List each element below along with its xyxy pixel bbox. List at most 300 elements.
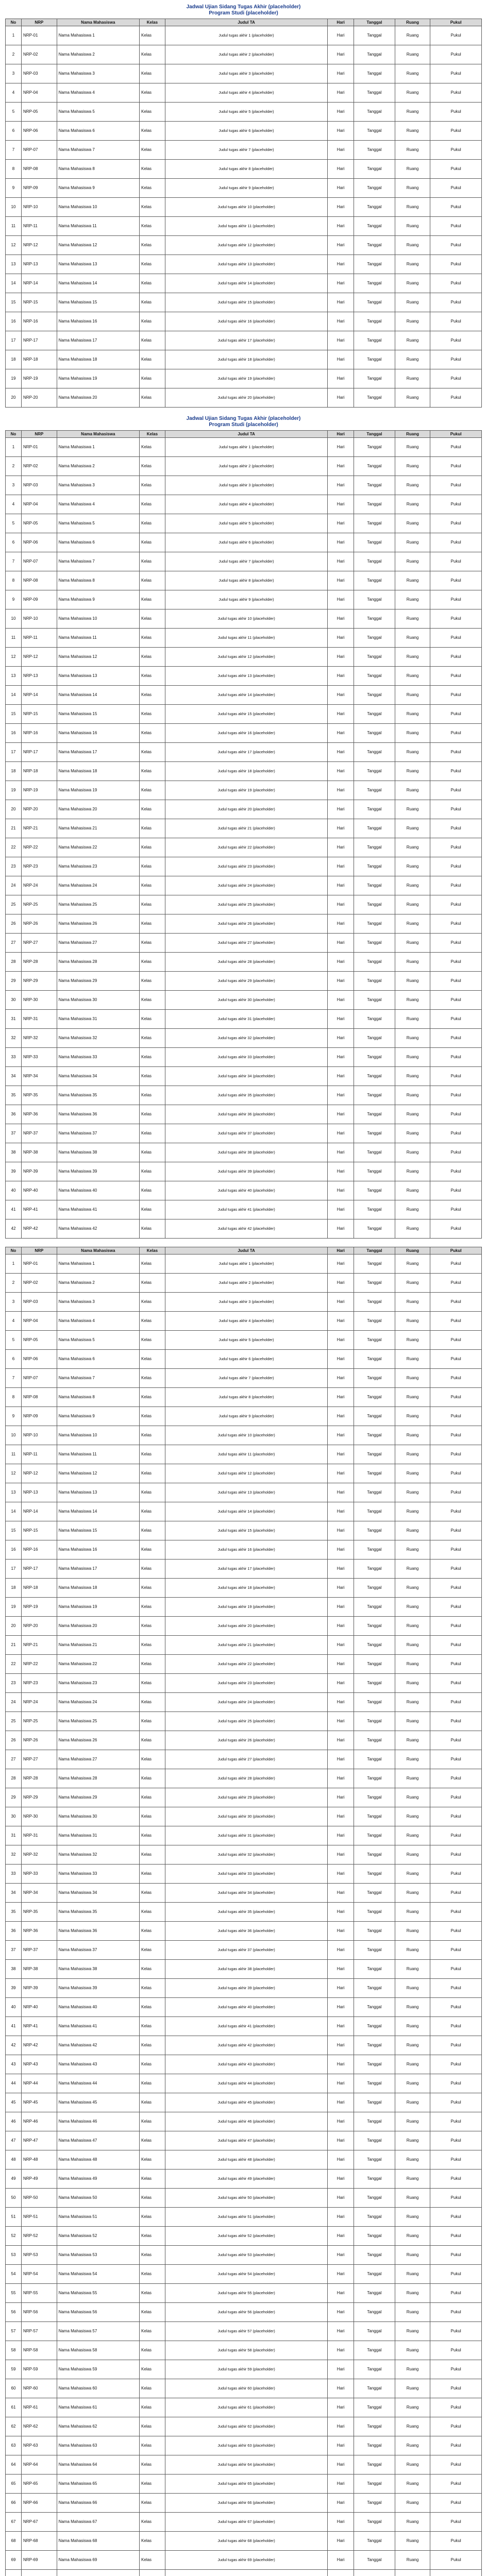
thesis-title-cell: Judul tugas akhir 49 (placeholder) xyxy=(165,2170,327,2189)
thesis-title-cell: Judul tugas akhir 14 (placeholder) xyxy=(165,686,327,705)
date-cell: Tanggal xyxy=(354,217,395,236)
date-cell: Tanggal xyxy=(354,388,395,408)
student-name-cell: Nama Mahasiswa 48 xyxy=(57,2150,139,2170)
class-cell: Kelas xyxy=(140,1086,165,1105)
room-cell: Ruang xyxy=(395,1483,430,1502)
day-cell: Hari xyxy=(328,369,354,388)
time-cell: Pukul xyxy=(430,1922,482,1941)
class-cell: Kelas xyxy=(140,1674,165,1693)
date-cell: Tanggal xyxy=(354,2036,395,2055)
thesis-title-cell: Judul tugas akhir 10 (placeholder) xyxy=(165,198,327,217)
room-cell: Ruang xyxy=(395,972,430,991)
column-header: Tanggal xyxy=(354,431,395,438)
date-cell: Tanggal xyxy=(354,331,395,350)
thesis-title-cell: Judul tugas akhir 13 (placeholder) xyxy=(165,255,327,274)
day-cell: Hari xyxy=(328,26,354,45)
class-cell: Kelas xyxy=(140,838,165,857)
row-number: 22 xyxy=(6,1655,22,1674)
room-cell: Ruang xyxy=(395,26,430,45)
day-cell: Hari xyxy=(328,2131,354,2150)
thesis-title-cell: Judul tugas akhir 9 (placeholder) xyxy=(165,1407,327,1426)
date-cell: Tanggal xyxy=(354,274,395,293)
class-cell: Kelas xyxy=(140,2036,165,2055)
student-name-cell: Nama Mahasiswa 38 xyxy=(57,1960,139,1979)
time-cell: Pukul xyxy=(430,781,482,800)
nrp-cell: NRP-13 xyxy=(21,255,57,274)
room-cell: Ruang xyxy=(395,533,430,552)
student-name-cell: Nama Mahasiswa 3 xyxy=(57,476,139,495)
room-cell: Ruang xyxy=(395,781,430,800)
thesis-title-cell: Judul tugas akhir 3 (placeholder) xyxy=(165,1293,327,1312)
time-cell: Pukul xyxy=(430,1445,482,1464)
class-cell: Kelas xyxy=(140,800,165,819)
date-cell: Tanggal xyxy=(354,876,395,895)
nrp-cell: NRP-46 xyxy=(21,2112,57,2131)
time-cell: Pukul xyxy=(430,991,482,1010)
schedule-section xyxy=(5,4,482,408)
nrp-cell: NRP-51 xyxy=(21,2208,57,2227)
table-row xyxy=(6,1464,482,1483)
table-row xyxy=(6,2379,482,2398)
time-cell: Pukul xyxy=(430,2494,482,2513)
table-row xyxy=(6,2055,482,2074)
class-cell: Kelas xyxy=(140,1521,165,1540)
room-cell: Ruang xyxy=(395,2036,430,2055)
time-cell: Pukul xyxy=(430,1219,482,1239)
row-number: 26 xyxy=(6,914,22,934)
row-number: 12 xyxy=(6,648,22,667)
room-cell: Ruang xyxy=(395,1426,430,1445)
day-cell: Hari xyxy=(328,2455,354,2475)
time-cell: Pukul xyxy=(430,1941,482,1960)
row-number: 31 xyxy=(6,1826,22,1845)
row-number: 19 xyxy=(6,369,22,388)
table-row xyxy=(6,1769,482,1788)
table-row xyxy=(6,762,482,781)
class-cell: Kelas xyxy=(140,1731,165,1750)
row-number: 28 xyxy=(6,1769,22,1788)
room-cell: Ruang xyxy=(395,1029,430,1048)
day-cell: Hari xyxy=(328,1143,354,1162)
thesis-title-cell: Judul tugas akhir 2 (placeholder) xyxy=(165,1274,327,1293)
date-cell: Tanggal xyxy=(354,1200,395,1219)
class-cell: Kelas xyxy=(140,876,165,895)
student-name-cell: Nama Mahasiswa 57 xyxy=(57,2322,139,2341)
row-number: 29 xyxy=(6,1788,22,1807)
thesis-title-cell: Judul tugas akhir 12 (placeholder) xyxy=(165,648,327,667)
student-name-cell: Nama Mahasiswa 68 xyxy=(57,2532,139,2551)
row-number: 21 xyxy=(6,819,22,838)
class-cell: Kelas xyxy=(140,1884,165,1903)
class-cell: Kelas xyxy=(140,2112,165,2131)
student-name-cell: Nama Mahasiswa 39 xyxy=(57,1162,139,1181)
room-cell: Ruang xyxy=(395,1560,430,1579)
table-row xyxy=(6,1731,482,1750)
table-row xyxy=(6,1674,482,1693)
time-cell: Pukul xyxy=(430,255,482,274)
class-cell: Kelas xyxy=(140,1579,165,1598)
thesis-title-cell: Judul tugas akhir 23 (placeholder) xyxy=(165,857,327,876)
date-cell: Tanggal xyxy=(354,1712,395,1731)
table-row xyxy=(6,331,482,350)
day-cell: Hari xyxy=(328,953,354,972)
day-cell: Hari xyxy=(328,1636,354,1655)
thesis-title-cell: Judul tugas akhir 57 (placeholder) xyxy=(165,2322,327,2341)
day-cell: Hari xyxy=(328,1998,354,2017)
day-cell: Hari xyxy=(328,2265,354,2284)
student-name-cell: Nama Mahasiswa 7 xyxy=(57,141,139,160)
nrp-cell: NRP-05 xyxy=(21,1331,57,1350)
time-cell: Pukul xyxy=(430,1960,482,1979)
row-number: 9 xyxy=(6,179,22,198)
time-cell: Pukul xyxy=(430,1979,482,1998)
nrp-cell: NRP-69 xyxy=(21,2551,57,2570)
nrp-cell: NRP-14 xyxy=(21,1502,57,1521)
day-cell: Hari xyxy=(328,1712,354,1731)
date-cell: Tanggal xyxy=(354,1750,395,1769)
date-cell: Tanggal xyxy=(354,1769,395,1788)
class-cell: Kelas xyxy=(140,1200,165,1219)
date-cell: Tanggal xyxy=(354,2246,395,2265)
date-cell: Tanggal xyxy=(354,1010,395,1029)
class-cell: Kelas xyxy=(140,934,165,953)
nrp-cell: NRP-16 xyxy=(21,1540,57,1560)
table-row xyxy=(6,1181,482,1200)
class-cell: Kelas xyxy=(140,1617,165,1636)
room-cell: Ruang xyxy=(395,2398,430,2417)
room-cell: Ruang xyxy=(395,83,430,103)
row-number: 18 xyxy=(6,1579,22,1598)
room-cell: Ruang xyxy=(395,1255,430,1274)
row-number: 40 xyxy=(6,1998,22,2017)
time-cell: Pukul xyxy=(430,2227,482,2246)
thesis-title-cell: Judul tugas akhir 22 (placeholder) xyxy=(165,838,327,857)
room-cell: Ruang xyxy=(395,1922,430,1941)
room-cell: Ruang xyxy=(395,217,430,236)
time-cell: Pukul xyxy=(430,1048,482,1067)
date-cell: Tanggal xyxy=(354,1540,395,1560)
date-cell: Tanggal xyxy=(354,122,395,141)
class-cell: Kelas xyxy=(140,1407,165,1426)
student-name-cell: Nama Mahasiswa 16 xyxy=(57,1540,139,1560)
student-name-cell: Nama Mahasiswa 63 xyxy=(57,2436,139,2455)
date-cell: Tanggal xyxy=(354,2189,395,2208)
table-row xyxy=(6,2112,482,2131)
class-cell: Kelas xyxy=(140,1750,165,1769)
room-cell: Ruang xyxy=(395,2303,430,2322)
table-row xyxy=(6,1407,482,1426)
student-name-cell: Nama Mahasiswa 29 xyxy=(57,972,139,991)
column-header: Tanggal xyxy=(354,1247,395,1255)
class-cell: Kelas xyxy=(140,160,165,179)
student-name-cell: Nama Mahasiswa 8 xyxy=(57,571,139,590)
time-cell: Pukul xyxy=(430,934,482,953)
student-name-cell: Nama Mahasiswa 18 xyxy=(57,1579,139,1598)
nrp-cell: NRP-50 xyxy=(21,2189,57,2208)
student-name-cell: Nama Mahasiswa 43 xyxy=(57,2055,139,2074)
class-cell: Kelas xyxy=(140,2017,165,2036)
student-name-cell: Nama Mahasiswa 61 xyxy=(57,2398,139,2417)
column-header: Hari xyxy=(328,1247,354,1255)
table-row xyxy=(6,1029,482,1048)
nrp-cell: NRP-10 xyxy=(21,1426,57,1445)
row-number: 25 xyxy=(6,895,22,914)
nrp-cell: NRP-24 xyxy=(21,1693,57,1712)
column-header: Nama Mahasiswa xyxy=(57,431,139,438)
class-cell: Kelas xyxy=(140,972,165,991)
room-cell: Ruang xyxy=(395,2150,430,2170)
table-row xyxy=(6,2150,482,2170)
day-cell: Hari xyxy=(328,476,354,495)
row-number: 20 xyxy=(6,1617,22,1636)
nrp-cell: NRP-31 xyxy=(21,1010,57,1029)
row-number: 2 xyxy=(6,457,22,476)
row-number: 16 xyxy=(6,312,22,331)
time-cell: Pukul xyxy=(430,514,482,533)
thesis-title-cell: Judul tugas akhir 15 (placeholder) xyxy=(165,293,327,312)
class-cell: Kelas xyxy=(140,533,165,552)
time-cell: Pukul xyxy=(430,141,482,160)
date-cell: Tanggal xyxy=(354,64,395,83)
room-cell: Ruang xyxy=(395,571,430,590)
student-name-cell: Nama Mahasiswa 17 xyxy=(57,743,139,762)
day-cell: Hari xyxy=(328,667,354,686)
thesis-title-cell: Judul tugas akhir 10 (placeholder) xyxy=(165,609,327,629)
day-cell: Hari xyxy=(328,2513,354,2532)
class-cell: Kelas xyxy=(140,2284,165,2303)
student-name-cell: Nama Mahasiswa 4 xyxy=(57,1312,139,1331)
time-cell: Pukul xyxy=(430,648,482,667)
column-header: Ruang xyxy=(395,1247,430,1255)
day-cell: Hari xyxy=(328,274,354,293)
table-row xyxy=(6,45,482,64)
table-row xyxy=(6,236,482,255)
thesis-title-cell: Judul tugas akhir 15 (placeholder) xyxy=(165,1521,327,1540)
class-cell: Kelas xyxy=(140,953,165,972)
student-name-cell: Nama Mahasiswa 15 xyxy=(57,1521,139,1540)
column-header: Nama Mahasiswa xyxy=(57,1247,139,1255)
thesis-title-cell: Judul tugas akhir 63 (placeholder) xyxy=(165,2436,327,2455)
time-cell: Pukul xyxy=(430,2017,482,2036)
date-cell: Tanggal xyxy=(354,1979,395,1998)
time-cell: Pukul xyxy=(430,2189,482,2208)
student-name-cell: Nama Mahasiswa 42 xyxy=(57,2036,139,2055)
class-cell: Kelas xyxy=(140,1636,165,1655)
row-number: 5 xyxy=(6,103,22,122)
thesis-title-cell: Judul tugas akhir 18 (placeholder) xyxy=(165,1579,327,1598)
time-cell: Pukul xyxy=(430,122,482,141)
row-number: 32 xyxy=(6,1029,22,1048)
row-number: 39 xyxy=(6,1979,22,1998)
column-header: No xyxy=(6,19,22,26)
nrp-cell: NRP-55 xyxy=(21,2284,57,2303)
room-cell: Ruang xyxy=(395,648,430,667)
time-cell: Pukul xyxy=(430,1769,482,1788)
student-name-cell: Nama Mahasiswa 2 xyxy=(57,457,139,476)
student-name-cell: Nama Mahasiswa 19 xyxy=(57,369,139,388)
row-number: 47 xyxy=(6,2131,22,2150)
class-cell: Kelas xyxy=(140,991,165,1010)
row-number: 6 xyxy=(6,1350,22,1369)
day-cell: Hari xyxy=(328,2055,354,2074)
room-cell: Ruang xyxy=(395,2017,430,2036)
day-cell: Hari xyxy=(328,819,354,838)
time-cell: Pukul xyxy=(430,1483,482,1502)
student-name-cell: Nama Mahasiswa 20 xyxy=(57,388,139,408)
table-row xyxy=(6,64,482,83)
room-cell: Ruang xyxy=(395,1750,430,1769)
nrp-cell: NRP-65 xyxy=(21,2475,57,2494)
day-cell: Hari xyxy=(328,1560,354,1579)
time-cell: Pukul xyxy=(430,2322,482,2341)
student-name-cell: Nama Mahasiswa 40 xyxy=(57,1998,139,2017)
nrp-cell: NRP-09 xyxy=(21,179,57,198)
class-cell: Kelas xyxy=(140,667,165,686)
class-cell: Kelas xyxy=(140,1560,165,1579)
thesis-title-cell: Judul tugas akhir 46 (placeholder) xyxy=(165,2112,327,2131)
thesis-title-cell: Judul tugas akhir 68 (placeholder) xyxy=(165,2532,327,2551)
day-cell: Hari xyxy=(328,2170,354,2189)
nrp-cell: NRP-44 xyxy=(21,2074,57,2093)
table-row xyxy=(6,1693,482,1712)
class-cell: Kelas xyxy=(140,1826,165,1845)
day-cell: Hari xyxy=(328,1312,354,1331)
row-number: 24 xyxy=(6,876,22,895)
day-cell: Hari xyxy=(328,64,354,83)
row-number: 1 xyxy=(6,26,22,45)
row-number: 35 xyxy=(6,1903,22,1922)
nrp-cell: NRP-08 xyxy=(21,160,57,179)
date-cell: Tanggal xyxy=(354,2074,395,2093)
thesis-title-cell: Judul tugas akhir 25 (placeholder) xyxy=(165,895,327,914)
day-cell: Hari xyxy=(328,1200,354,1219)
nrp-cell: NRP-31 xyxy=(21,1826,57,1845)
row-number: 40 xyxy=(6,1181,22,1200)
nrp-cell: NRP-17 xyxy=(21,743,57,762)
student-name-cell: Nama Mahasiswa 32 xyxy=(57,1845,139,1865)
table-row xyxy=(6,1067,482,1086)
student-name-cell: Nama Mahasiswa 10 xyxy=(57,609,139,629)
class-cell: Kelas xyxy=(140,1941,165,1960)
date-cell: Tanggal xyxy=(354,1674,395,1693)
row-number: 7 xyxy=(6,141,22,160)
nrp-cell: NRP-41 xyxy=(21,2017,57,2036)
row-number: 15 xyxy=(6,1521,22,1540)
table-row xyxy=(6,2284,482,2303)
room-cell: Ruang xyxy=(395,2379,430,2398)
row-number: 2 xyxy=(6,45,22,64)
room-cell: Ruang xyxy=(395,1636,430,1655)
nrp-cell: NRP-04 xyxy=(21,83,57,103)
day-cell: Hari xyxy=(328,388,354,408)
day-cell: Hari xyxy=(328,83,354,103)
nrp-cell: NRP-17 xyxy=(21,1560,57,1579)
room-cell: Ruang xyxy=(395,857,430,876)
time-cell: Pukul xyxy=(430,312,482,331)
class-cell: Kelas xyxy=(140,45,165,64)
date-cell: Tanggal xyxy=(354,686,395,705)
thesis-title-cell: Judul tugas akhir 41 (placeholder) xyxy=(165,2017,327,2036)
row-number: 38 xyxy=(6,1143,22,1162)
day-cell: Hari xyxy=(328,160,354,179)
date-cell: Tanggal xyxy=(354,571,395,590)
nrp-cell: NRP-22 xyxy=(21,1655,57,1674)
table-row xyxy=(6,1293,482,1312)
date-cell: Tanggal xyxy=(354,2303,395,2322)
class-cell: Kelas xyxy=(140,2455,165,2475)
day-cell: Hari xyxy=(328,438,354,457)
date-cell: Tanggal xyxy=(354,533,395,552)
room-cell: Ruang xyxy=(395,1407,430,1426)
row-number: 45 xyxy=(6,2093,22,2112)
nrp-cell: NRP-14 xyxy=(21,686,57,705)
thesis-title-cell: Judul tugas akhir 39 (placeholder) xyxy=(165,1162,327,1181)
student-name-cell: Nama Mahasiswa 31 xyxy=(57,1826,139,1845)
class-cell: Kelas xyxy=(140,781,165,800)
day-cell: Hari xyxy=(328,800,354,819)
nrp-cell: NRP-01 xyxy=(21,438,57,457)
table-row xyxy=(6,1712,482,1731)
table-row xyxy=(6,667,482,686)
nrp-cell: NRP-49 xyxy=(21,2170,57,2189)
date-cell: Tanggal xyxy=(354,457,395,476)
table-row xyxy=(6,2322,482,2341)
date-cell: Tanggal xyxy=(354,26,395,45)
time-cell: Pukul xyxy=(430,457,482,476)
date-cell: Tanggal xyxy=(354,629,395,648)
schedule-table xyxy=(5,19,482,408)
date-cell: Tanggal xyxy=(354,103,395,122)
student-name-cell: Nama Mahasiswa 2 xyxy=(57,45,139,64)
class-cell: Kelas xyxy=(140,2265,165,2284)
day-cell: Hari xyxy=(328,2017,354,2036)
row-number: 15 xyxy=(6,705,22,724)
date-cell: Tanggal xyxy=(354,83,395,103)
time-cell: Pukul xyxy=(430,895,482,914)
room-cell: Ruang xyxy=(395,103,430,122)
thesis-title-cell: Judul tugas akhir 27 (placeholder) xyxy=(165,1750,327,1769)
time-cell: Pukul xyxy=(430,2036,482,2055)
thesis-title-cell: Judul tugas akhir 64 (placeholder) xyxy=(165,2455,327,2475)
row-number: 33 xyxy=(6,1865,22,1884)
nrp-cell: NRP-39 xyxy=(21,1162,57,1181)
day-cell: Hari xyxy=(328,781,354,800)
nrp-cell: NRP-15 xyxy=(21,1521,57,1540)
day-cell: Hari xyxy=(328,2189,354,2208)
nrp-cell: NRP-13 xyxy=(21,667,57,686)
day-cell: Hari xyxy=(328,1483,354,1502)
day-cell: Hari xyxy=(328,1521,354,1540)
time-cell: Pukul xyxy=(430,1807,482,1826)
table-row xyxy=(6,1998,482,2017)
room-cell: Ruang xyxy=(395,179,430,198)
student-name-cell: Nama Mahasiswa 27 xyxy=(57,1750,139,1769)
time-cell: Pukul xyxy=(430,1200,482,1219)
class-cell: Kelas xyxy=(140,1219,165,1239)
row-number: 21 xyxy=(6,1636,22,1655)
nrp-cell: NRP-37 xyxy=(21,1941,57,1960)
date-cell: Tanggal xyxy=(354,1219,395,1239)
row-number: 23 xyxy=(6,1674,22,1693)
date-cell: Tanggal xyxy=(354,2017,395,2036)
table-header-row xyxy=(6,19,482,26)
section-title xyxy=(5,416,482,428)
nrp-cell: NRP-26 xyxy=(21,1731,57,1750)
date-cell: Tanggal xyxy=(354,1350,395,1369)
table-row xyxy=(6,648,482,667)
time-cell: Pukul xyxy=(430,1731,482,1750)
class-cell: Kelas xyxy=(140,1903,165,1922)
